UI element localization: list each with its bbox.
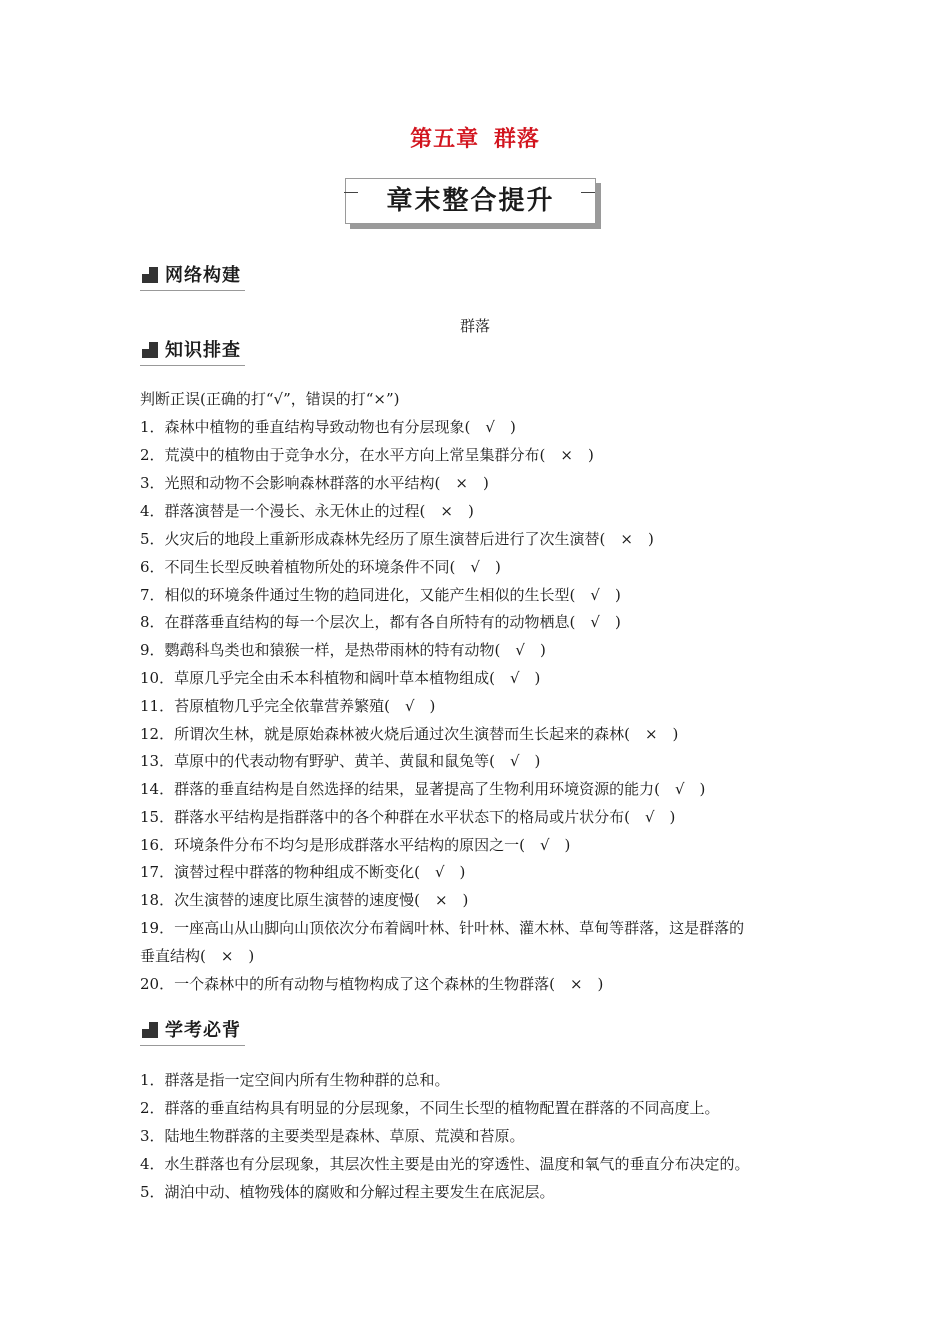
- section-label: 知识排查: [165, 340, 241, 361]
- network-center-word: 群落: [459, 317, 490, 335]
- must-know-item: 1．群落是指一定空间内所有生物种群的总和。: [140, 1071, 450, 1089]
- section-knowledge: [140, 339, 245, 366]
- must-know-item: 2．群落的垂直结构具有明显的分层现象，不同生长型的植物配置在群落的不同高度上。: [140, 1099, 720, 1117]
- judge-item: 19．一座高山从山脚向山顶依次分布着阔叶林、针叶林、灌木林、草甸等群落，这是群落的: [140, 919, 745, 937]
- judge-item: 20．一个森林中的所有动物与植物构成了这个森林的生物群落( × ): [140, 975, 604, 993]
- must-know-item: 4．水生群落也有分层现象，其层次性主要是由光的穿透性、温度和氧气的垂直分布决定的。: [140, 1155, 750, 1173]
- chapter-title: 第五章 群落: [410, 127, 540, 152]
- banner-title: 章末整合提升: [386, 186, 555, 216]
- must-know-item: 3．陆地生物群落的主要类型是森林、草原、荒漠和苔原。: [140, 1127, 525, 1145]
- judge-item: 8．在群落垂直结构的每一个层次上，都有各自所特有的动物栖息( √ ): [140, 613, 621, 631]
- judge-item: 1．森林中植物的垂直结构导致动物也有分层现象( √ ): [140, 418, 516, 436]
- judge-item: 14．群落的垂直结构是自然选择的结果，显著提高了生物利用环境资源的能力( √ ): [140, 780, 706, 798]
- judge-item: 3．光照和动物不会影响森林群落的水平结构( × ): [140, 474, 489, 492]
- judge-item: 10．草原几乎完全由禾本科植物和阔叶草本植物组成( √ ): [140, 669, 541, 687]
- judge-item: 2．荒漠中的植物由于竞争水分，在水平方向上常呈集群分布( × ): [140, 446, 594, 464]
- judge-item: 15．群落水平结构是指群落中的各个种群在水平状态下的格局或片状分布( √ ): [140, 808, 676, 826]
- section-network: [140, 264, 245, 291]
- banner: [345, 178, 600, 228]
- section-must-know: [140, 1019, 245, 1046]
- judge-item: 13．草原中的代表动物有野驴、黄羊、黄鼠和鼠兔等( √ ): [140, 752, 541, 770]
- judge-item: 18．次生演替的速度比原生演替的速度慢( × ): [140, 891, 469, 909]
- judge-item: 7．相似的环境条件通过生物的趋同进化，又能产生相似的生长型( √ ): [140, 586, 621, 604]
- section-label: 网络构建: [165, 265, 241, 286]
- judge-item: 12．所谓次生林，就是原始森林被火烧后通过次生演替而生长起来的森林( × ): [140, 725, 679, 743]
- section-label: 学考必背: [165, 1020, 241, 1041]
- judge-item: 11．苔原植物几乎完全依靠营养繁殖( √ ): [140, 697, 436, 715]
- must-know-item: 5．湖泊中动、植物残体的腐败和分解过程主要发生在底泥层。: [140, 1183, 555, 1201]
- judge-item: 17．演替过程中群落的物种组成不断变化( √ ): [140, 863, 466, 881]
- section-marker-icon: [142, 342, 158, 358]
- judge-item: 9．鹦鹉科鸟类也和猿猴一样，是热带雨林的特有动物( √ ): [140, 641, 546, 659]
- judge-item-continued: 垂直结构( × ): [140, 947, 255, 965]
- judge-item: 16．环境条件分布不均匀是形成群落水平结构的原因之一( √ ): [140, 836, 571, 854]
- judge-intro: 判断正误(正确的打“√”，错误的打“×”): [140, 390, 400, 408]
- section-marker-icon: [142, 267, 158, 283]
- section-marker-icon: [142, 1022, 158, 1038]
- judge-item: 5．火灾后的地段上重新形成森林先经历了原生演替后进行了次生演替( × ): [140, 530, 654, 548]
- judge-item: 4．群落演替是一个漫长、永无休止的过程( × ): [140, 502, 474, 520]
- judge-item: 6．不同生长型反映着植物所处的环境条件不同( √ ): [140, 558, 501, 576]
